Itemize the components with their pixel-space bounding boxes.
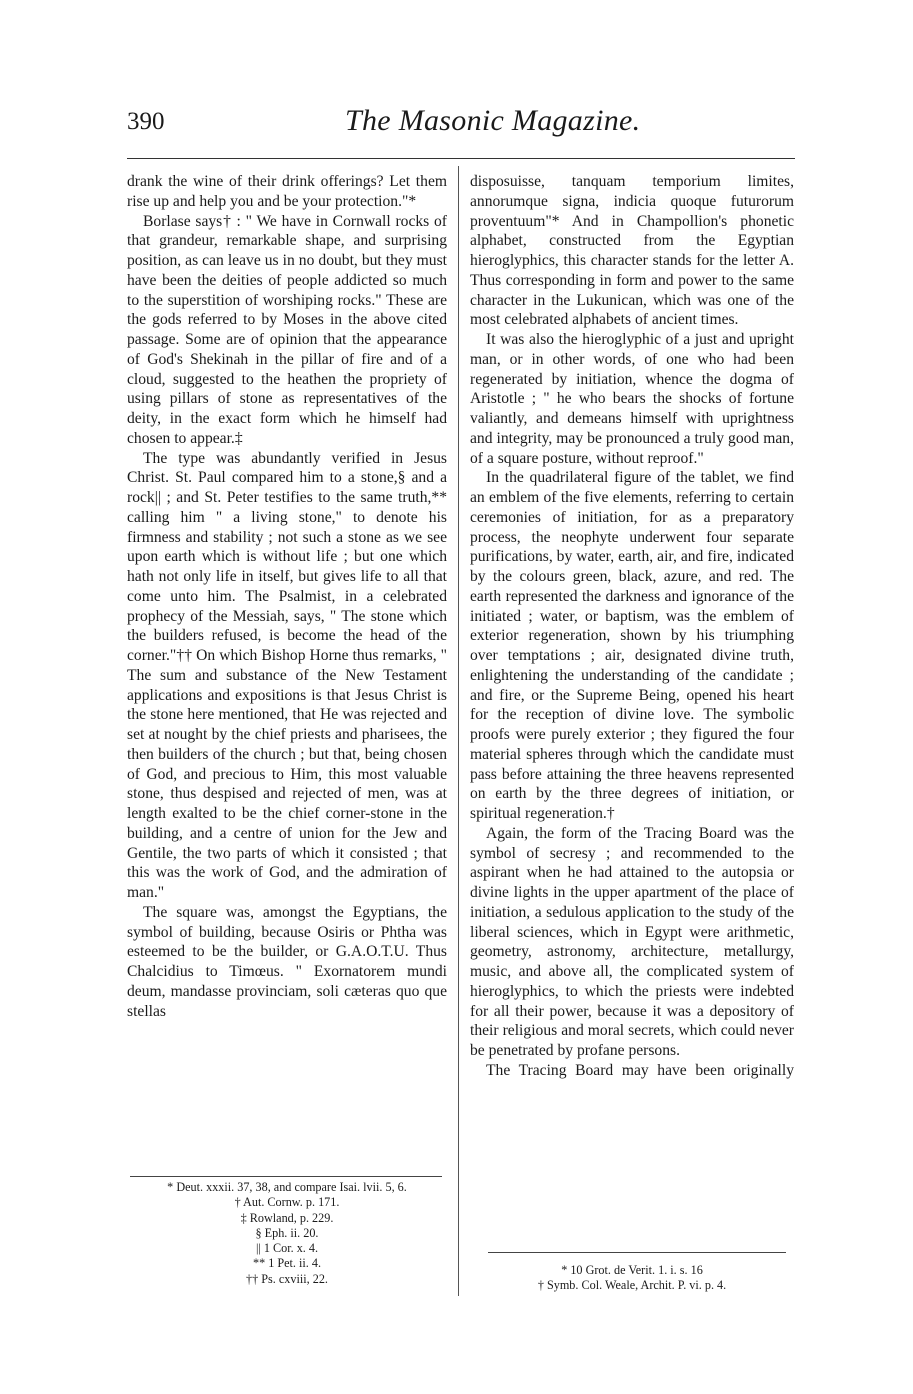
paragraph: Borlase says† : " We have in Cornwall rocks of that grandeur, remarkable shape, and surprising position, as can leave us in no doubt, but they must have been the deities of people addicted so much to the superstition of worshiping rocks." These are the gods referred to by Moses in the above cited passage. Some are of opinion that the appearance of God's Shekinah in the pillar of fire and of a cloud, suggested to the heathen the propriety of using pillars of stone as representatives of the deity, in the exact form which he himself had chosen to appear.‡ (127, 212, 447, 447)
footnotes-left (127, 1180, 447, 1287)
footnote: * Deut. xxxii. 37, 38, and compare Isai. lvii. 5, 6. (167, 1180, 407, 1194)
paragraph: The square was, amongst the Egyptians, the symbol of building, because Osiris or Phtha was esteemed to be the builder, or G.A.O.T.U. Thus Chalcidius to Timœus. " Exornatorem mundi deum, mandasse provinciam, soli cæteras quo que stellas (127, 903, 447, 1020)
footnote: †† Ps. cxviii, 22. (246, 1271, 328, 1286)
footnote: || 1 Cor. x. 4. (255, 1241, 319, 1256)
footnote: * 10 Grot. de Verit. 1. i. s. 16 (561, 1263, 703, 1277)
running-title: The Masonic Magazine. (345, 104, 641, 137)
footnote: † Symb. Col. Weale, Archit. P. vi. p. 4. (537, 1278, 727, 1293)
left-column (127, 172, 447, 1021)
column-divider (458, 166, 459, 1296)
paragraph: It was also the hieroglyphic of a just and upright man, or in other words, of one who had been regenerated by initiation, whence the dogma of Aristotle ; " he who bears the shocks of fortune valiantly, and demeans himself with uprightness and integrity, may be pronounced a truly good man, of a square posture, without reproof." (470, 331, 794, 467)
footnote: † Aut. Cornw. p. 171. (234, 1195, 340, 1210)
footnote: § Eph. ii. 20. (255, 1225, 319, 1240)
paragraph: drank the wine of their drink offerings? Let them rise up and help you and be your protection."* (127, 173, 447, 210)
paragraph: The type was abundantly verified in Jesus Christ. St. Paul compared him to a stone,§ and a rock|| ; and St. Peter testifies to the same truth,** calling him " a living stone," to denote his firmness and stability ; not such a stone as we see upon earth which is without life ; but one which hath not only life in itself, but gives life to all that come unto him. The Psalmist, in a celebrated prophecy of the Messiah, says, " The stone which the builders refused, is become the head of the corner."†† On which Bishop Horne thus remarks, " The sum and substance of the New Testament applications and expositions is that Jesus Christ is the stone here mentioned, that He was rejected and set at nought by the chief priests and pharisees, the then builders of the church ; but that, being chosen of God, and precious to Him, this most valuable stone, thus despised and rejected of men, was at length exalted to be the chief corner-stone in the building, and a centre of union for the Jew and Gentile, the two parts of which it consisted ; that this was the work of God, and the admiration of man." (127, 449, 447, 901)
right-column (470, 172, 794, 1081)
paragraph: Again, the form of the Tracing Board was the symbol of secresy ; and recommended to the aspirant when he had attained to the autopsia or divine lights in the upper apartment of the place of initiation, a sedulous application to the study of the liberal sciences, which in Egypt were arithmetic, geometry, astronomy, architecture, metallurgy, music, and above all, the complicated system of hieroglyphics, to which the priests were indebted for all their power, because it was a depository of their religious and moral secrets, which could never be penetrated by profane persons. (470, 824, 794, 1059)
paragraph: The Tracing Board may have been originally (486, 1061, 794, 1079)
footnotes-right (470, 1263, 794, 1294)
footnote: ** 1 Pet. ii. 4. (252, 1256, 322, 1271)
footnote-rule (130, 1176, 442, 1177)
paragraph: disposuisse, tanquam temporium limites, annorumque signa, indicia quoque futurorum proventuum"* And in Champollion's phonetic alphabet, constructed from the Egyptian hieroglyphics, this character stands for the letter A. Thus corresponding in form and power to the same character in the Lukunican, which was one of the most celebrated alphabets of ancient times. (470, 173, 794, 329)
footnote-rule (488, 1252, 786, 1253)
header-rule (127, 158, 795, 159)
footnote: ‡ Rowland, p. 229. (240, 1210, 334, 1225)
page-number: 390 (127, 108, 165, 135)
paragraph: In the quadrilateral figure of the tablet, we find an emblem of the five elements, referring to certain ceremonies of initiation, for as a preparatory process, the neophyte underwent four separate purifications, by water, earth, air, and fire, indicated by the colours green, black, azure, and red. The earth represented the darkness and ignorance of the initiated ; water, or baptism, was the emblem of exterior regeneration, shown by his triumphing over temptations ; air, designated divine truth, enlightening the understanding of the candidate ; and fire, or the Supreme Being, opened his heart for the reception of divine love. The symbolic proofs were purely exterior ; they figured the four material spheres through which the candidate must pass before attaining the three heavens represented on earth by the three degrees of initiation, or spiritual regeneration.† (470, 469, 794, 822)
